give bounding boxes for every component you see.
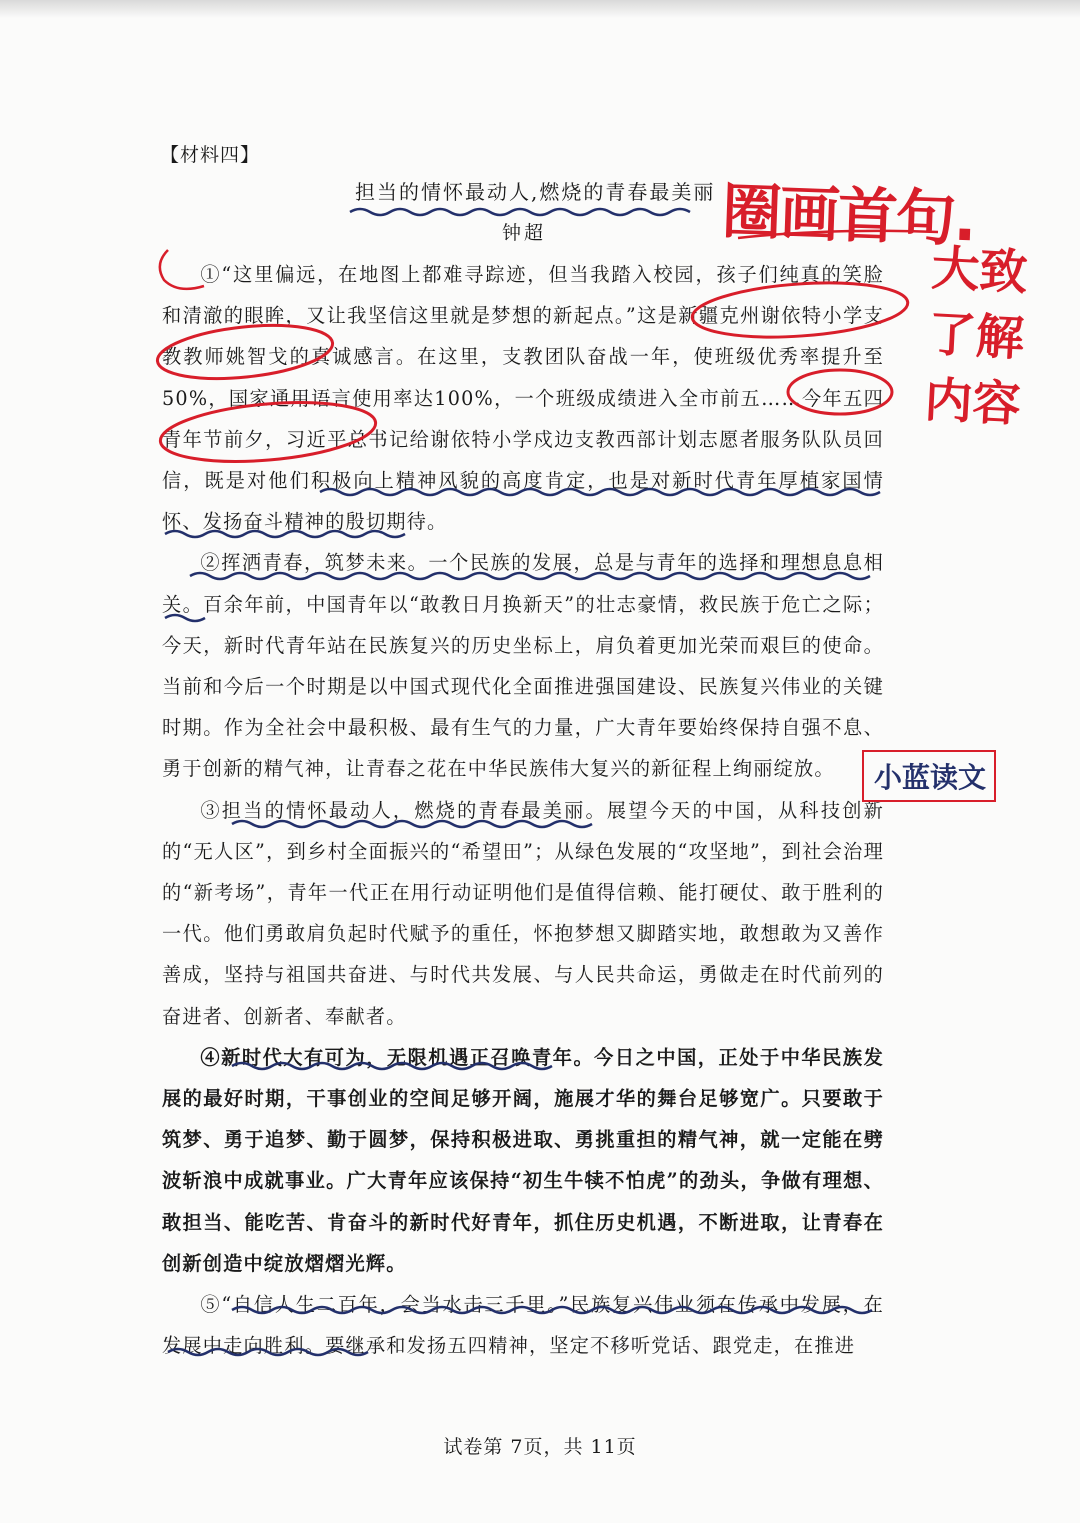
article-author: 钟超 [502, 222, 547, 244]
handwritten-note-circle-first-sentence: 圈画首句. [720, 176, 976, 256]
paragraph-2: ②挥洒青春，筑梦未来。一个民族的发展，总是与青年的选择和理想息息相关。百余年前，中国青年以“敢教日月换新天”的壮志豪情，救民族于危亡之际；今天，新时代青年站在民族复兴的历史坐标上，肩负着更加光荣而艰巨的使命。当前和今后一个时期是以中国式现代化全面推进强国建设、民族复兴伟业的关键时期。作为全社会中最积极、最有生气的力量，广大青年要始终保持自强不息、勇于创新的精气神，让青春之花在中华民族伟大复兴的新征程上绚丽绽放。 [162, 551, 884, 781]
paragraph-1: ①“这里偏远，在地图上都难寻踪迹，但当我踏入校园，孩子们纯真的笑脸和清澈的眼眸，又让我坚信这里就是梦想的新起点。”这是新疆克州谢依特小学支教教师姚智戈的真诚感言。在这里，支教团队奋战一年，使班级优秀率提升至50%，国家通用语言使用率达100%，一个班级成绩进入全市前五……今年五四青年节前夕，习近平总书记给谢依特小学戍边支教西部计划志愿者服务队队员回信，既是对他们积极向上精神风貌的高度肯定，也是对新时代青年厚植家国情怀、发扬奋斗精神的殷切期待。 [162, 263, 884, 534]
handwritten-note-read-aloud: 小蓝读文 [862, 750, 996, 802]
paragraph-4: ④新时代大有可为，无限机遇正召唤青年。今日之中国，正处于中华民族发展的最好时期，干事创业的空间足够开阔，施展才华的舞台足够宽广。只要敢于筑梦、勇于追梦、勤于圆梦，保持积极进取、勇挑重担的精气神，就一定能在劈波斩浪中成就事业。广大青年应该保持“初生牛犊不怕虎”的劲头，争做有理想、敢担当、能吃苦、肯奋斗的新时代好青年，抓住历史机遇，不断进取，让青春在创新创造中绽放熠熠光辉。 [162, 1045, 884, 1275]
paragraph-3: ③担当的情怀最动人，燃烧的青春最美丽。展望今天的中国，从科技创新的“无人区”，到乡村全面振兴的“希望田”；从绿色发展的“攻坚地”，到社会治理的“新考场”，青年一代正在用行动证明他们是值得信赖、能打硬仗、敢于胜利的一代。他们勇敢肩负起时代赋予的重任，怀抱梦想又脚踏实地，敢想敢为又善作善成，坚持与祖国共奋进、与时代共发展、与人民共命运，勇做走在时代前列的奋进者、创新者、奉献者。 [162, 798, 884, 1028]
material-label: 【材料四】 [160, 144, 261, 166]
article-title: 担当的情怀最动人,燃烧的青春最美丽 [355, 180, 716, 204]
page-shadow [0, 0, 1080, 18]
paragraph-5: ⑤“自信人生二百年，会当水击三千里。”民族复兴伟业须在传承中发展，在发展中走向胜利。要继承和发扬五四精神，坚定不移听党话、跟党走，在推进 [162, 1293, 884, 1358]
article-body [162, 254, 884, 1366]
page-footer: 试卷第 7页，共 11页 [443, 1436, 637, 1458]
handwritten-note-general-understanding: 大致了解内容 [923, 240, 1029, 434]
title-wavy-underline [350, 209, 690, 215]
